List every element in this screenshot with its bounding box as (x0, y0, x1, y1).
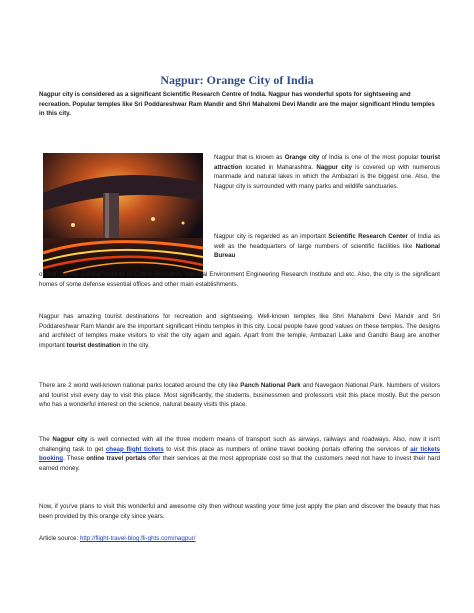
paragraph-science-tail: of Soil Survey, Central Institute of Cotton Research, National Environment Engineering Research Institute and etc. Also, the city is the significant homes of some defense essential offices and other main establishments. (39, 271, 440, 288)
cheap-flight-tickets-link[interactable]: cheap flight tickets (105, 445, 164, 453)
article-source-link[interactable]: http://flight-travel-blog.fli-ghts.com/nagpur/ (79, 535, 196, 542)
paragraph-closing: Now, if you've plans to visit this wonderful and awesome city then without wasting your time just apply the plan and discover the beauty that has been provided by this orange city since years. (39, 503, 440, 520)
paragraph-temples: Nagpur has amazing tourist destinations for recreation and sightseeing. Well-known temples like Shri Mahalxmi Devi Mandir and Sri Poddareshwar Ram Mandir are the important significant Hindu temples in this city. Local people have good values on these temples. The designs and architect of temples make visitors to visit the city again and again. Apart from the temple, Ambazari Lake and Gandhi Baug are another important tourist destination in the city. (39, 313, 440, 349)
paragraph-transport: The Nagpur city is well connected with all the three modern means of transport such as airways, railways and roadways. Also, now it isn't challenging task to get cheap flight tickets to visit this place as numbers of online travel booking portals offering the services of air tickets booking. These online travel portals offer their services at the most appropriate cost so that the customers need not have to invest their hard earned money. (39, 436, 441, 472)
city-night-photo-art (43, 153, 203, 278)
paragraph-national-parks: There are 2 world well-known national parks located around the city like Panch National Park and Navegaon National Park. Numbers of visitors and tourist visit every day to visit this place. Most significantly, the students, businessmen and professors visit this place mostly. But the person who has a wonderful interest on the science, natural beauty visits this place. (39, 382, 440, 409)
article-source: Article source: http://flight-travel-blog.fli-ghts.com/nagpur/ (39, 535, 196, 542)
paragraph-science-head: Nagpur city is regarded as an important Scientific Research Center of India as well as the headquarters of large numbers of scientific facilities like National Bureau (214, 233, 440, 260)
page-title: Nagpur: Orange City of India (160, 73, 314, 87)
paragraph-orange-city: Nagpur that is known as Orange city of India is one of the most popular tourist attraction located in Maharashtra. Nagpur city is covered up with numerous manmade and natural lakes in which the Ambazari is the biggest one. Also, the Nagpur city is surrounded with many parks and wildlife sanctuaries. (214, 154, 440, 190)
air-tickets-booking-link[interactable]: air tickets booking (39, 445, 440, 463)
city-night-photo (43, 153, 203, 278)
intro-paragraph: Nagpur city is considered as a significant Scientific Research Centre of India. Nagpur has wonderful spots for sightseeing and recreation. Popular temples like Sri Poddareshwar Ram Mandir and Shri Mahalxmi Devi Mandir are the major significant Hindu temples in this city. (39, 91, 435, 118)
